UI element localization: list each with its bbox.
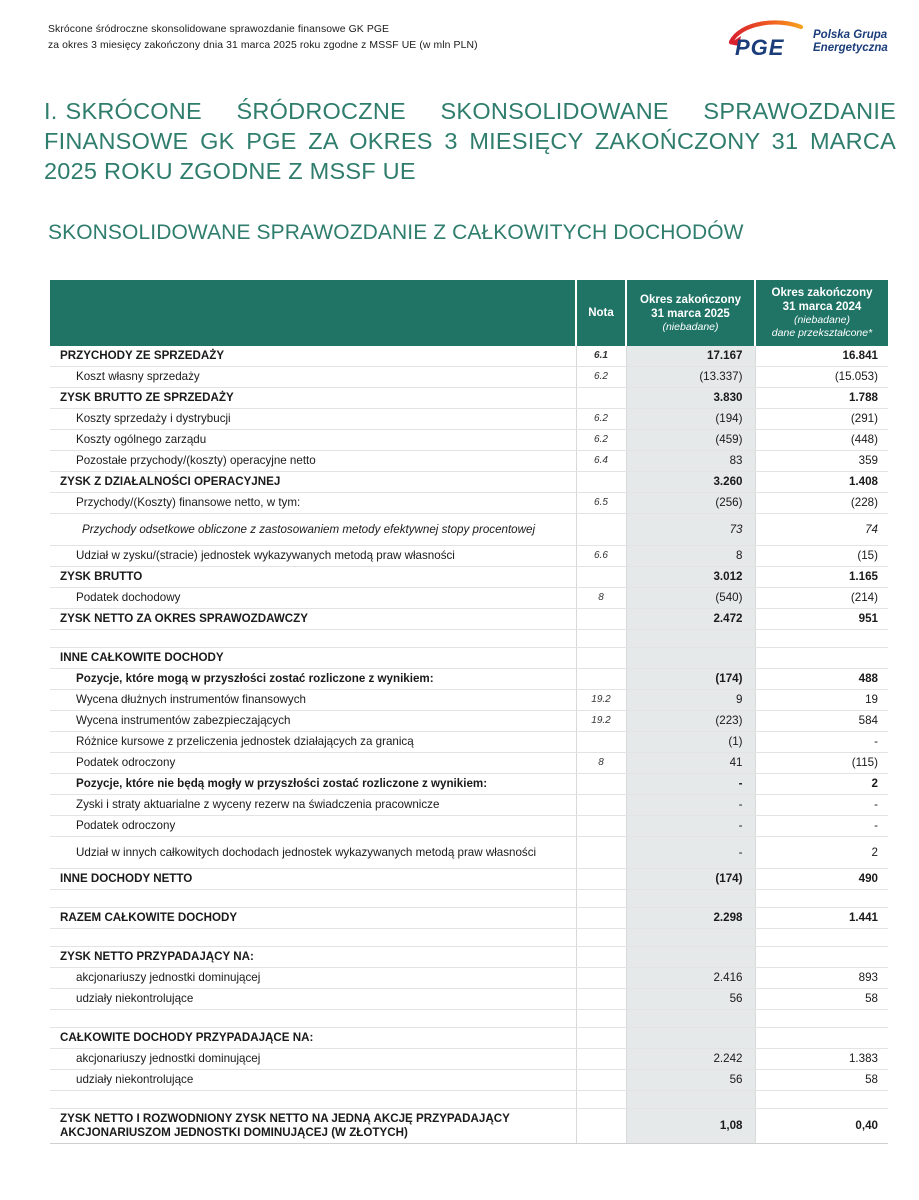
- row-label: Podatek dochodowy: [50, 588, 576, 609]
- row-label: udziały niekontrolujące: [50, 1070, 576, 1091]
- table-row: [50, 514, 888, 546]
- row-note: 8: [576, 588, 626, 609]
- page-title: [44, 96, 896, 186]
- table-row: [50, 588, 888, 609]
- table-row: [50, 1070, 888, 1091]
- row-value-2025: 3.260: [626, 472, 755, 493]
- row-note: [576, 968, 626, 989]
- column-header-2025-line2: 31 marca 2025: [651, 307, 730, 320]
- row-value-2025: 83: [626, 451, 755, 472]
- row-value-2024: 2: [755, 774, 888, 795]
- row-note: [576, 816, 626, 837]
- row-note: 6.1: [576, 346, 626, 367]
- row-note: [576, 869, 626, 890]
- row-value-2025: (174): [626, 669, 755, 690]
- column-header-2024-line2: 31 marca 2024: [782, 301, 862, 313]
- column-header-2024-line1: Okres zakończony: [771, 287, 873, 299]
- row-value-2024: 584: [755, 711, 888, 732]
- table-row: [50, 1109, 888, 1144]
- row-value-2024: 488: [755, 669, 888, 690]
- column-header-2025-sub1: (niebadane): [662, 320, 719, 333]
- table-row: [50, 1028, 888, 1049]
- row-note: [576, 795, 626, 816]
- row-value-2025: 17.167: [626, 346, 755, 367]
- row-note: [576, 630, 626, 648]
- row-value-2025: [626, 630, 755, 648]
- table-row: [50, 837, 888, 869]
- row-label: Wycena instrumentów zabezpieczających: [50, 711, 576, 732]
- row-note: 6.6: [576, 546, 626, 567]
- row-value-2025: (1): [626, 732, 755, 753]
- row-label: INNE DOCHODY NETTO: [50, 869, 576, 890]
- section-title: SKONSOLIDOWANE SPRAWOZDANIE Z CAŁKOWITYCH DOCHODÓW: [48, 221, 744, 244]
- row-value-2025: -: [626, 774, 755, 795]
- row-value-2024: 893: [755, 968, 888, 989]
- table-row: [50, 711, 888, 732]
- row-label: Pozycje, które mogą w przyszłości zostać rozliczone z wynikiem:: [50, 669, 576, 690]
- row-value-2024: (115): [755, 753, 888, 774]
- row-value-2024: 74: [755, 514, 888, 546]
- table-row: [50, 947, 888, 968]
- row-value-2025: 2.416: [626, 968, 755, 989]
- table-row: [50, 493, 888, 514]
- table-row: [50, 1049, 888, 1070]
- row-value-2025: (174): [626, 869, 755, 890]
- table-row: [50, 908, 888, 929]
- row-value-2025: (194): [626, 409, 755, 430]
- row-note: [576, 908, 626, 929]
- row-value-2024: 58: [755, 1070, 888, 1091]
- row-value-2024: 1.408: [755, 472, 888, 493]
- table-spacer-row: [50, 929, 888, 947]
- row-note: [576, 472, 626, 493]
- page-title-numeral: I.: [44, 98, 58, 124]
- row-value-2025: [626, 1010, 755, 1028]
- row-label: Pozostałe przychody/(koszty) operacyjne netto: [50, 451, 576, 472]
- row-note: [576, 567, 626, 588]
- row-value-2025: (223): [626, 711, 755, 732]
- row-value-2024: [755, 630, 888, 648]
- row-label: ZYSK BRUTTO ZE SPRZEDAŻY: [50, 388, 576, 409]
- row-label: Koszty ogólnego zarządu: [50, 430, 576, 451]
- table-row: [50, 753, 888, 774]
- row-value-2025: [626, 648, 755, 669]
- row-value-2024: [755, 1028, 888, 1049]
- row-note: [576, 774, 626, 795]
- document-meta-line-1: Skrócone śródroczne skonsolidowane sprawozdanie finansowe GK PGE: [48, 24, 390, 35]
- table-row: [50, 989, 888, 1010]
- row-value-2025: [626, 1091, 755, 1109]
- row-note: 6.2: [576, 409, 626, 430]
- row-value-2025: [626, 1028, 755, 1049]
- row-value-2025: 56: [626, 989, 755, 1010]
- row-value-2025: 1,08: [626, 1109, 755, 1144]
- row-note: [576, 947, 626, 968]
- row-value-2024: [755, 1010, 888, 1028]
- row-value-2025: 8: [626, 546, 755, 567]
- table-row: [50, 732, 888, 753]
- row-value-2025: -: [626, 795, 755, 816]
- row-value-2024: 1.441: [755, 908, 888, 929]
- document-meta-line-2: za okres 3 miesięcy zakończony dnia 31 marca 2025 roku zgodne z MSSF UE (w mln PLN): [48, 39, 478, 51]
- row-value-2025: (459): [626, 430, 755, 451]
- row-label: [50, 630, 576, 648]
- row-note: [576, 929, 626, 947]
- row-label: ZYSK Z DZIAŁALNOŚCI OPERACYJNEJ: [50, 472, 576, 493]
- row-label: Podatek odroczony: [50, 753, 576, 774]
- row-label: Udział w innych całkowitych dochodach jednostek wykazywanych metodą praw własności: [50, 837, 576, 869]
- row-note: [576, 989, 626, 1010]
- table-row: [50, 690, 888, 711]
- row-note: 6.2: [576, 430, 626, 451]
- row-note: 8: [576, 753, 626, 774]
- column-header-2024: [755, 280, 888, 346]
- table-row: [50, 472, 888, 493]
- row-note: [576, 388, 626, 409]
- table-row: [50, 869, 888, 890]
- row-note: 6.4: [576, 451, 626, 472]
- column-header-2024-sub1: (niebadane): [793, 314, 851, 326]
- row-label: Przychody odsetkowe obliczone z zastosowaniem metody efektywnej stopy procentowej: [50, 514, 576, 546]
- row-label: ZYSK BRUTTO: [50, 567, 576, 588]
- table-row: [50, 346, 888, 367]
- row-value-2025: 9: [626, 690, 755, 711]
- table-header: [50, 280, 888, 346]
- row-note: 19.2: [576, 690, 626, 711]
- table-row: [50, 546, 888, 567]
- row-label: [50, 1091, 576, 1109]
- row-label: RAZEM CAŁKOWITE DOCHODY: [50, 908, 576, 929]
- row-value-2025: 56: [626, 1070, 755, 1091]
- row-note: [576, 890, 626, 908]
- row-value-2024: [755, 890, 888, 908]
- row-note: 6.2: [576, 367, 626, 388]
- row-label: akcjonariuszy jednostki dominującej: [50, 1049, 576, 1070]
- page-title-text: SKRÓCONE ŚRÓDROCZNE SKONSOLIDOWANE SPRAWOZDANIE FINANSOWE GK PGE ZA OKRES 3 MIESIĘCY ZAKOŃCZONY 31 MARCA 2025 ROKU ZGODNE Z MSSF UE: [44, 98, 896, 184]
- row-label: Koszty sprzedaży i dystrybucji: [50, 409, 576, 430]
- row-value-2024: 490: [755, 869, 888, 890]
- row-note: [576, 1028, 626, 1049]
- row-value-2024: (15): [755, 546, 888, 567]
- row-note: [576, 648, 626, 669]
- table-spacer-row: [50, 1091, 888, 1109]
- row-label: Różnice kursowe z przeliczenia jednostek działających za granicą: [50, 732, 576, 753]
- row-note: [576, 1109, 626, 1144]
- table-row: [50, 648, 888, 669]
- table-spacer-row: [50, 890, 888, 908]
- table-row: [50, 609, 888, 630]
- row-label: akcjonariuszy jednostki dominującej: [50, 968, 576, 989]
- row-value-2024: 0,40: [755, 1109, 888, 1144]
- row-label: PRZYCHODY ZE SPRZEDAŻY: [50, 346, 576, 367]
- row-label: Wycena dłużnych instrumentów finansowych: [50, 690, 576, 711]
- row-value-2025: [626, 929, 755, 947]
- financial-statement-table: [50, 280, 888, 1144]
- row-value-2024: (15.053): [755, 367, 888, 388]
- table-body: [50, 346, 888, 1144]
- column-header-note: Nota: [576, 280, 626, 346]
- table-row: [50, 430, 888, 451]
- row-value-2024: 19: [755, 690, 888, 711]
- row-value-2024: -: [755, 816, 888, 837]
- row-note: [576, 1091, 626, 1109]
- row-value-2025: 3.830: [626, 388, 755, 409]
- row-value-2024: -: [755, 795, 888, 816]
- svg-text:PGE: PGE: [735, 35, 785, 60]
- row-label: Zyski i straty aktuarialne z wyceny rezerw na świadczenia pracownicze: [50, 795, 576, 816]
- row-value-2024: (228): [755, 493, 888, 514]
- row-label: Udział w zysku/(stracie) jednostek wykazywanych metodą praw własności: [50, 546, 576, 567]
- row-note: [576, 837, 626, 869]
- row-value-2024: [755, 947, 888, 968]
- row-label: Przychody/(Koszty) finansowe netto, w tym:: [50, 493, 576, 514]
- row-value-2025: (256): [626, 493, 755, 514]
- row-value-2024: [755, 929, 888, 947]
- row-value-2025: [626, 947, 755, 968]
- row-label: [50, 1010, 576, 1028]
- row-value-2025: -: [626, 816, 755, 837]
- row-label: [50, 929, 576, 947]
- row-value-2024: (214): [755, 588, 888, 609]
- row-note: [576, 609, 626, 630]
- table-row: [50, 816, 888, 837]
- row-value-2025: 73: [626, 514, 755, 546]
- row-value-2024: 58: [755, 989, 888, 1010]
- row-note: [576, 669, 626, 690]
- svg-text:Energetyczna: Energetyczna: [813, 42, 888, 54]
- row-value-2024: 1.165: [755, 567, 888, 588]
- row-value-2024: 1.788: [755, 388, 888, 409]
- row-label: INNE CAŁKOWITE DOCHODY: [50, 648, 576, 669]
- row-value-2025: (540): [626, 588, 755, 609]
- row-label: ZYSK NETTO ZA OKRES SPRAWOZDAWCZY: [50, 609, 576, 630]
- row-value-2024: 1.383: [755, 1049, 888, 1070]
- row-value-2024: 359: [755, 451, 888, 472]
- row-value-2024: [755, 1091, 888, 1109]
- table-spacer-row: [50, 1010, 888, 1028]
- table-row: [50, 669, 888, 690]
- table-row: [50, 451, 888, 472]
- row-value-2024: (291): [755, 409, 888, 430]
- row-note: 19.2: [576, 711, 626, 732]
- row-note: [576, 732, 626, 753]
- row-note: [576, 1049, 626, 1070]
- row-label: udziały niekontrolujące: [50, 989, 576, 1010]
- row-value-2025: [626, 890, 755, 908]
- row-value-2024: -: [755, 732, 888, 753]
- row-value-2025: (13.337): [626, 367, 755, 388]
- row-value-2025: 2.242: [626, 1049, 755, 1070]
- pge-logo: [725, 16, 897, 60]
- row-value-2024: (448): [755, 430, 888, 451]
- row-value-2024: 2: [755, 837, 888, 869]
- table-row: [50, 774, 888, 795]
- table-row: [50, 567, 888, 588]
- table-row: [50, 409, 888, 430]
- row-value-2025: 41: [626, 753, 755, 774]
- table-spacer-row: [50, 630, 888, 648]
- row-label: [50, 890, 576, 908]
- svg-text:Polska Grupa: Polska Grupa: [813, 29, 888, 41]
- row-value-2025: -: [626, 837, 755, 869]
- row-value-2025: 3.012: [626, 567, 755, 588]
- row-value-2025: 2.298: [626, 908, 755, 929]
- table-row: [50, 388, 888, 409]
- column-header-label: [50, 280, 576, 346]
- column-header-2025: [626, 280, 755, 346]
- row-note: [576, 1070, 626, 1091]
- row-note: 6.5: [576, 493, 626, 514]
- row-value-2024: 16.841: [755, 346, 888, 367]
- row-label: CAŁKOWITE DOCHODY PRZYPADAJĄCE NA:: [50, 1028, 576, 1049]
- table-row: [50, 968, 888, 989]
- row-note: [576, 1010, 626, 1028]
- row-label: ZYSK NETTO PRZYPADAJĄCY NA:: [50, 947, 576, 968]
- row-value-2024: 951: [755, 609, 888, 630]
- table-row: [50, 367, 888, 388]
- row-label: ZYSK NETTO I ROZWODNIONY ZYSK NETTO NA JEDNĄ AKCJĘ PRZYPADAJĄCY AKCJONARIUSZOM JEDNOSTKI DOMINUJĄCEJ (W ZŁOTYCH): [50, 1109, 576, 1144]
- row-label: Koszt własny sprzedaży: [50, 367, 576, 388]
- column-header-2024-sub2: dane przekształcone*: [771, 327, 873, 339]
- row-value-2025: 2.472: [626, 609, 755, 630]
- row-value-2024: [755, 648, 888, 669]
- column-header-2025-line1: Okres zakończony: [640, 293, 741, 306]
- row-note: [576, 514, 626, 546]
- row-label: Pozycje, które nie będą mogły w przyszłości zostać rozliczone z wynikiem:: [50, 774, 576, 795]
- table-row: [50, 795, 888, 816]
- pge-logo-graphic: [725, 16, 897, 60]
- row-label: Podatek odroczony: [50, 816, 576, 837]
